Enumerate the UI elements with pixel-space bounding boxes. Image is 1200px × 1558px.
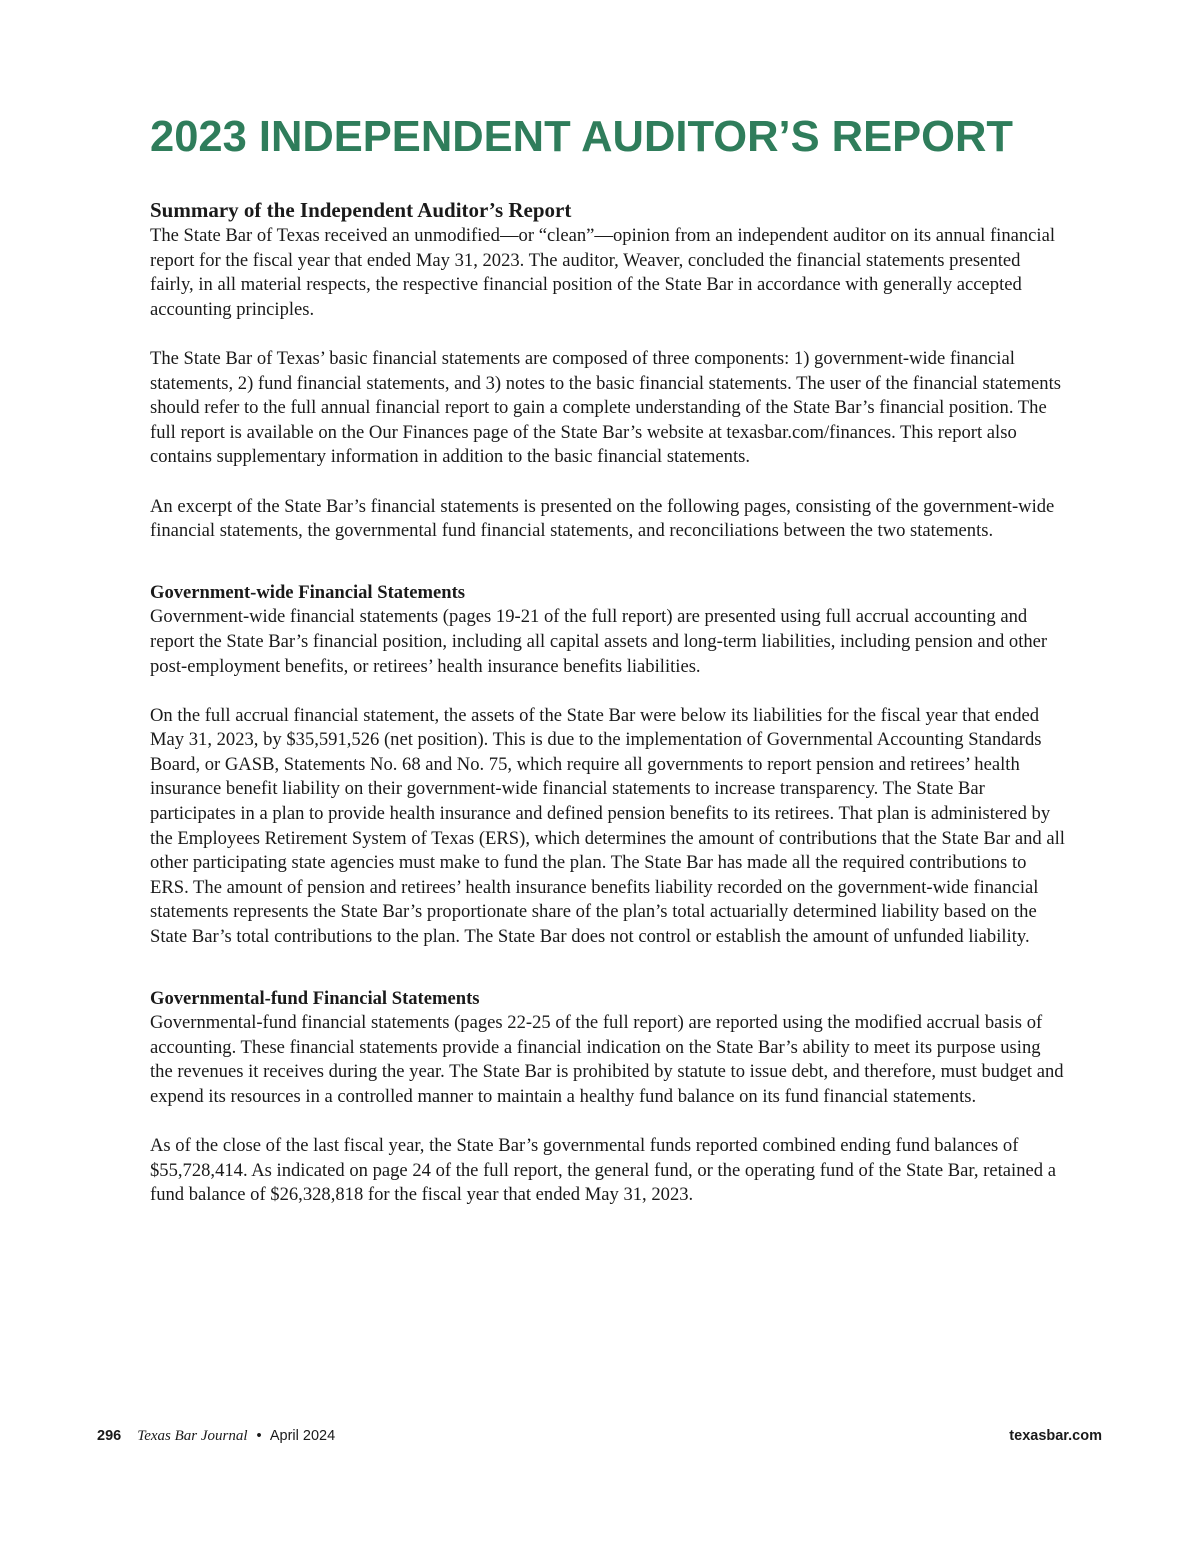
summary-paragraph-2: The State Bar of Texas’ basic financial statements are composed of three components: 1) government-wide financial statements, 2) fund financial statements, and 3) notes to the basic financial statements. The user of the financial statements should refer to the full annual financial report to gain a complete understanding of the State Bar’s financial position. The full report is available on the Our Finances page of the State Bar’s website at texasbar.com/finances. This report also contains supplementary information in addition to the basic financial statements. [150, 347, 1061, 468]
page-number: 296 [97, 1428, 122, 1444]
governmental-fund-heading: Governmental-fund Financial Statements [150, 987, 480, 1009]
report-body [150, 196, 1065, 1208]
governmental-fund-section [150, 987, 1065, 1208]
government-wide-paragraph-2: On the full accrual financial statement, the assets of the State Bar were below its liabilities for the fiscal year that ended May 31, 2023, by $35,591,526 (net position). This is due to the implementation of Governmental Accounting Standards Board, or GASB, Statements No. 68 and No. 75, which require all governments to report pension and retirees’ health insurance benefit liability on their government-wide financial statements to increase transparency. The State Bar participates in a plan to provide health insurance and defined pension benefits to its retirees. That plan is administered by the Employees Retirement System of Texas (ERS), which determines the amount of contributions that the State Bar and all other participating state agencies must make to fund the plan. The State Bar has made all the required contributions to ERS. The amount of pension and retirees’ health insurance benefits liability recorded on the government-wide financial statements represents the State Bar’s proportionate share of the plan’s total actuarially determined liability based on the State Bar’s total contributions to the plan. The State Bar does not control or establish the amount of unfunded liability. [150, 704, 1065, 948]
page-title: 2023 INDEPENDENT AUDITOR’S REPORT [150, 113, 1013, 161]
bullet-separator: • [256, 1428, 262, 1444]
issue-date: April 2024 [269, 1428, 336, 1444]
website-link[interactable]: texasbar.com [1009, 1428, 1102, 1444]
summary-section [150, 196, 1065, 544]
summary-heading: Summary of the Independent Auditor’s Report [150, 198, 572, 222]
page-footer [97, 1424, 1102, 1448]
government-wide-section [150, 581, 1065, 950]
footer-citation [97, 1424, 335, 1448]
journal-name: Texas Bar Journal [137, 1428, 248, 1444]
summary-paragraph-1: The State Bar of Texas received an unmodified—or “clean”—opinion from an independent auditor on its annual financial report for the fiscal year that ended May 31, 2023. The auditor, Weaver, concluded the financial statements presented fairly, in all material respects, the respective financial position of the State Bar in accordance with generally accepted accounting principles. [150, 225, 1056, 320]
governmental-fund-paragraph-2: As of the close of the last fiscal year, the State Bar’s governmental funds reported combined ending fund balances of $55,728,414. As indicated on page 24 of the full report, the general fund, or the operating fund of the State Bar, retained a fund balance of $26,328,818 for the fiscal year that ended May 31, 2023. [150, 1135, 1056, 1206]
governmental-fund-paragraph-1: Governmental-fund financial statements (pages 22-25 of the full report) are reported using the modified accrual basis of accounting. These financial statements provide a financial indication on the State Bar’s ability to meet its purpose using the revenues it receives during the year. The State Bar is prohibited by statute to issue debt, and therefore, must budget and expend its resources in a controlled manner to maintain a healthy fund balance on its fund financial statements. [150, 1012, 1064, 1107]
government-wide-paragraph-1: Government-wide financial statements (pages 19-21 of the full report) are presented using full accrual accounting and report the State Bar’s financial position, including all capital assets and long-term liabilities, including pension and other post-employment benefits, or retirees’ health insurance benefits liabilities. [150, 606, 1048, 677]
summary-paragraph-3: An excerpt of the State Bar’s financial statements is presented on the following pages, consisting of the government-wide financial statements, the governmental fund financial statements, and reconciliations between the two statements. [150, 495, 1055, 542]
government-wide-heading: Government-wide Financial Statements [150, 581, 466, 603]
